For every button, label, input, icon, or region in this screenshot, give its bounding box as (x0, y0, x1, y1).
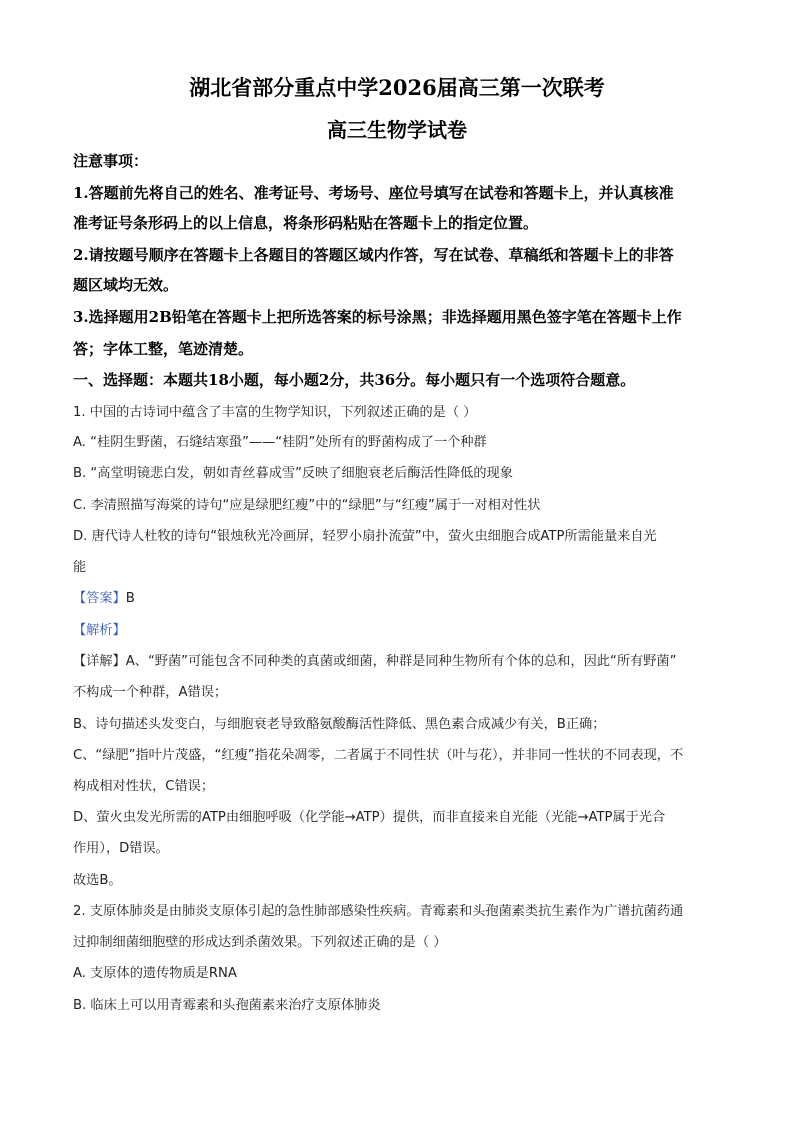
question-2-option-a: A. 支原体的遗传物质是RNA (73, 966, 237, 981)
detail-a-line-1 (73, 650, 676, 669)
exam-title: 湖北省部分重点中学2026届高三第一次联考 (189, 75, 605, 100)
detail-d-line-1: D、萤火虫发光所需的ATP由细胞呼吸（化学能→ATP）提供，而非直接来自光能（光能→ATP属于光合 (73, 810, 666, 825)
conclusion: 故选B。 (73, 873, 122, 888)
notice-item-2-line-2: 题区域均无效。 (73, 276, 179, 294)
notice-item-2-line-1: 2.请按题号顺序在答题卡上各题目的答题区域内作答，写在试卷、草稿纸和答题卡上的非答 (73, 246, 674, 264)
detail-tag: 【详解】 (73, 654, 126, 669)
detail-b: B、诗句描述头发变白，与细胞衰老导致酪氨酸酶活性降低、黑色素合成减少有关，B正确； (73, 717, 606, 732)
detail-a-text: A、“野菌”可能包含不同种类的真菌或细菌，种群是同种生物所有个体的总和，因此“所有野菌” (125, 654, 677, 669)
notice-heading: 注意事项： (73, 152, 149, 170)
question-1-option-d-line-1: D. 唐代诗人杜牧的诗句“银烛秋光冷画屏，轻罗小扇扑流萤”中，萤火虫细胞合成ATP所需能量来自光 (73, 529, 657, 544)
detail-a-line-2: 不构成一个种群，A错误； (73, 685, 228, 700)
answer-tag: 【答案】 (73, 591, 126, 606)
question-2-option-b: B. 临床上可以用青霉素和头孢菌素来治疗支原体肺炎 (73, 998, 381, 1013)
question-1-option-d-line-2: 能 (73, 560, 87, 575)
question-1-option-c: C. 李清照描写海棠的诗句“应是绿肥红瘦”中的“绿肥”与“红瘦”属于一对相对性状 (73, 498, 541, 513)
question-1-stem: 1. 中国的古诗词中蕴含了丰富的生物学知识，下列叙述正确的是（ ） (73, 405, 477, 420)
analysis-line (73, 619, 126, 638)
notice-item-3-line-2: 答；字体工整，笔迹清楚。 (73, 340, 254, 358)
detail-c-line-1: C、“绿肥”指叶片茂盛，“红瘦”指花朵凋零，二者属于不同性状（叶与花），并非同一性状的不同表现，不 (73, 748, 684, 763)
question-1-option-a: A. “桂阴生野菌，石缝结寒蛩”——“桂阴”处所有的野菌构成了一个种群 (73, 435, 487, 450)
notice-item-3-line-1: 3.选择题用2B铅笔在答题卡上把所选答案的标号涂黑；非选择题用黑色签字笔在答题卡上作 (73, 308, 682, 326)
answer-line (73, 587, 135, 606)
analysis-tag: 【解析】 (73, 623, 126, 638)
notice-item-1-line-1: 1.答题前先将自己的姓名、准考证号、考场号、座位号填写在试卷和答题卡上，并认真核准 (73, 184, 674, 202)
answer-value: B (125, 591, 135, 606)
question-2-stem-line-2: 过抑制细菌细胞壁的形成达到杀菌效果。下列叙述正确的是（ ） (73, 935, 447, 950)
detail-c-line-2: 构成相对性状，C错误； (73, 779, 215, 794)
exam-subtitle: 高三生物学试卷 (327, 118, 467, 142)
question-2-stem-line-1: 2. 支原体肺炎是由肺炎支原体引起的急性肺部感染性疾病。青霉素和头孢菌素类抗生素作为广谱抗菌药通 (73, 904, 684, 919)
question-1-option-b: B. “高堂明镜悲白发，朝如青丝暮成雪”反映了细胞衰老后酶活性降低的现象 (73, 466, 513, 481)
detail-d-line-2: 作用），D错误。 (73, 841, 169, 856)
section-heading: 一、选择题：本题共18小题，每小题2分，共36分。每小题只有一个选项符合题意。 (73, 371, 636, 389)
notice-item-1-line-2: 准考证号条形码上的以上信息，将条形码粘贴在答题卡上的指定位置。 (73, 214, 539, 232)
